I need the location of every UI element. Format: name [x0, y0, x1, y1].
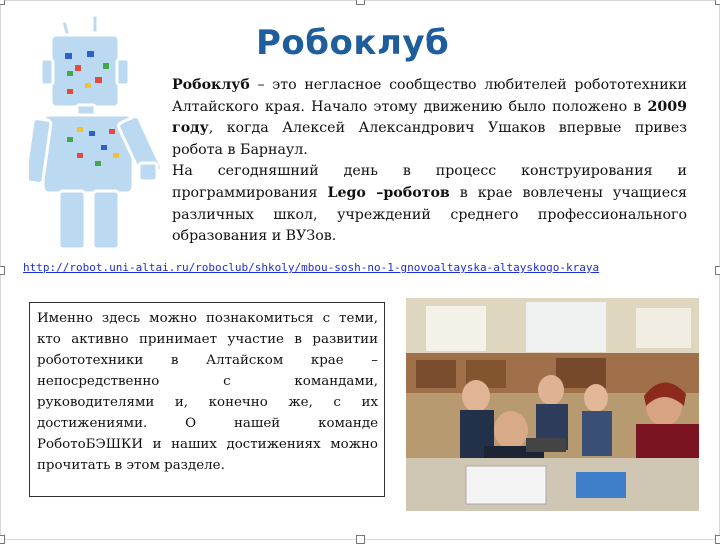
resize-handle-middle-left[interactable] [0, 266, 5, 275]
resize-handle-top-center[interactable] [356, 0, 365, 5]
slide-title: Робоклуб [256, 23, 450, 63]
resize-handle-top-right[interactable] [715, 0, 720, 5]
lego-robot-image [29, 13, 163, 253]
intro-paragraph-1 [172, 75, 687, 161]
school-page-link[interactable]: http://robot.uni-altai.ru/roboclub/shkoly/mbou-sosh-no-1-gnovoaltayska-altayskogo-kraya [23, 261, 600, 274]
intro-para2-start: На сегодняшний день в процесс конструирования и программирования [172, 163, 687, 201]
intro-paragraph-2 [172, 161, 687, 247]
intro-lego-bold: Lego –роботов [327, 184, 450, 201]
intro-para2-end: в крае вовлечены учащиеся различных школ, учреждений среднего профессионального образования и ВУЗов. [172, 184, 687, 245]
resize-handle-top-left[interactable] [0, 0, 5, 5]
intro-year-bold: 2009 году [172, 98, 687, 137]
intro-sentence-2: , когда Алексей Александрович Ушаков впервые привез робота в Барнаул. [172, 120, 687, 158]
intro-sentence-1: – это негласное сообщество любителей робототехники Алтайского края. Начало этому движению было положено в [172, 77, 687, 115]
intro-text [172, 75, 687, 248]
intro-lead-bold: Робоклуб [172, 77, 250, 93]
resize-handle-middle-right[interactable] [715, 266, 720, 275]
team-info-textbox: Именно здесь можно познакомиться с теми, кто активно принимает участие в развитии робототехники в Алтайском крае – непосредственно с командами, руководителями и, конечно же, с их достижениями. О нашей команде РоботоБЭШКИ и наших достижениях можно прочитать в этом разделе. [29, 302, 385, 497]
classroom-photo [406, 298, 699, 511]
